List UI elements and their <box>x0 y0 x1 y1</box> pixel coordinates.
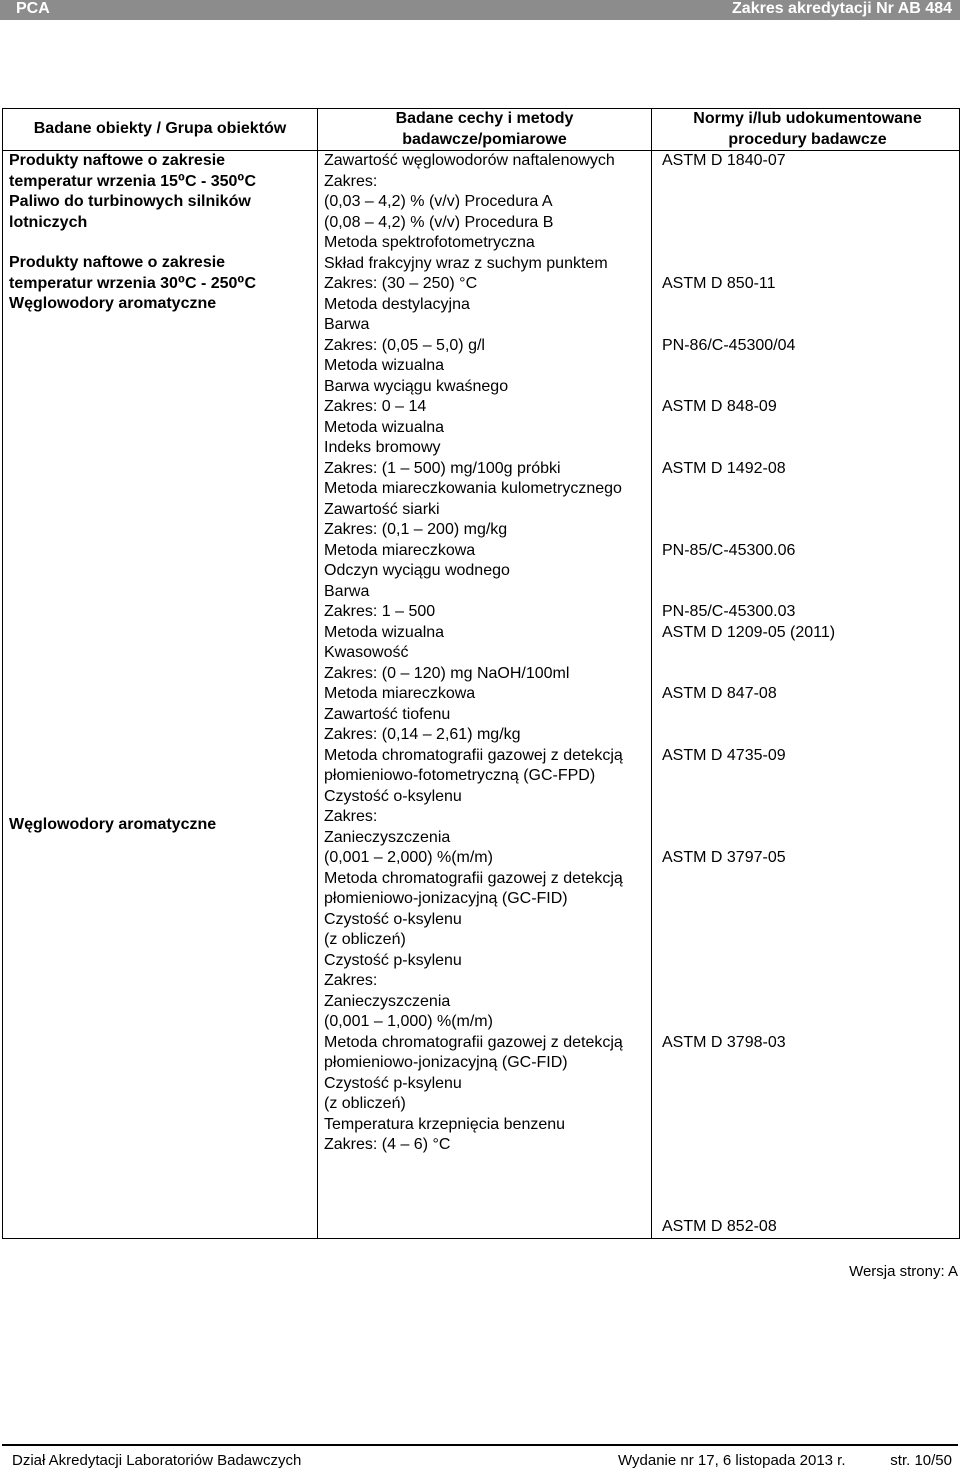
table-body-row <box>3 151 960 1239</box>
footer-edition: Wydanie nr 17, 6 listopada 2013 r. <box>618 1452 846 1469</box>
method-entry: Czystość p-ksylenu Zakres: Zanieczyszczenia (0,001 – 1,000) %(m/m) Metoda chromatografii gazowej z detekcją płomieniowo-jonizacyjną (GC-FID) Czystość p-ksylenu (z obliczeń) <box>324 951 623 1112</box>
header-org: PCA <box>16 0 50 17</box>
norm-entry: ASTM D 850-11 <box>662 275 776 292</box>
page-header <box>0 0 960 20</box>
method-entry: Zawartość siarki Zakres: (0,1 – 200) mg/kg Metoda miareczkowa <box>324 500 508 559</box>
norm-entry: ASTM D 1209-05 (2011) <box>662 623 836 641</box>
page-footer <box>2 1444 958 1469</box>
col-header-objects: Badane obiekty / Grupa obiektów <box>3 109 318 151</box>
method-entry: Skład frakcyjny wraz z suchym punktem Zakres: (30 – 250) °C Metoda destylacyjna <box>324 254 608 313</box>
norm-entry: PN-85/C-45300.03 <box>662 603 796 620</box>
method-entry: Indeks bromowy Zakres: (1 – 500) mg/100g próbki Metoda miareczkowania kulometrycznego <box>324 439 622 497</box>
object-group: Produkty naftowe o zakresie temperatur wrzenia 15⁰C - 350⁰C Paliwo do turbinowych silników lotniczych <box>9 152 256 231</box>
object-group: Węglowodory aromatyczne <box>9 815 217 833</box>
norm-entry: ASTM D 847-08 <box>662 685 777 702</box>
objects-cell <box>3 151 318 1239</box>
header-title: Zakres akredytacji Nr AB 484 <box>732 0 952 17</box>
table-header-row <box>3 109 960 151</box>
method-entry: Czystość o-ksylenu Zakres: Zanieczyszczenia (0,001 – 2,000) %(m/m) Metoda chromatografii gazowej z detekcją płomieniowo-jonizacyjną (GC-FID) Czystość o-ksylenu (z obliczeń) <box>324 787 623 948</box>
norm-entry: ASTM D 3798-03 <box>662 1033 786 1051</box>
norm-entry: ASTM D 4735-09 <box>662 746 786 764</box>
object-group: Produkty naftowe o zakresie temperatur wrzenia 30⁰C - 250⁰C Węglowodory aromatyczne <box>9 254 256 312</box>
footer-page-number: str. 10/50 <box>890 1452 952 1469</box>
method-entry: Zawartość węglowodorów naftalenowych Zakres: (0,03 – 4,2) % (v/v) Procedura A (0,08 – 4,2) % (v/v) Procedura B Metoda spektrofotometryczna <box>324 152 615 251</box>
norm-entry: ASTM D 852-08 <box>662 1218 777 1235</box>
method-entry: Barwa Zakres: (0,05 – 5,0) g/l Metoda wizualna <box>324 316 485 374</box>
norm-entry: PN-85/C-45300.06 <box>662 541 796 559</box>
accreditation-table <box>2 108 960 1239</box>
footer-department: Dział Akredytacji Laboratoriów Badawczych <box>12 1452 302 1469</box>
col-header-methods: Badane cechy i metody badawcze/pomiarowe <box>318 109 652 151</box>
method-entry: Barwa wyciągu kwaśnego Zakres: 0 – 14 Metoda wizualna <box>324 377 509 436</box>
page-version: Wersja strony: A <box>849 1263 958 1280</box>
norms-cell <box>652 151 960 1239</box>
norm-entry: ASTM D 1840-07 <box>662 152 786 169</box>
norm-entry: ASTM D 3797-05 <box>662 849 786 866</box>
methods-cell <box>318 151 652 1239</box>
method-entry: Barwa Zakres: 1 – 500 Metoda wizualna <box>324 582 445 641</box>
method-entry: Kwasowość Zakres: (0 – 120) mg NaOH/100ml Metoda miareczkowa <box>324 644 570 702</box>
norm-entry: ASTM D 848-09 <box>662 398 777 415</box>
col-header-norms: Normy i/lub udokumentowane procedury badawcze <box>652 109 960 151</box>
method-entry: Odczyn wyciągu wodnego <box>324 562 510 579</box>
method-entry: Temperatura krzepnięcia benzenu Zakres: (4 – 6) °C <box>324 1115 566 1153</box>
norm-entry: PN-86/C-45300/04 <box>662 336 796 354</box>
norm-entry: ASTM D 1492-08 <box>662 459 786 477</box>
method-entry: Zawartość tiofenu Zakres: (0,14 – 2,61) mg/kg Metoda chromatografii gazowej z detekcją płomieniowo-fotometryczną (GC-FPD) <box>324 705 623 784</box>
